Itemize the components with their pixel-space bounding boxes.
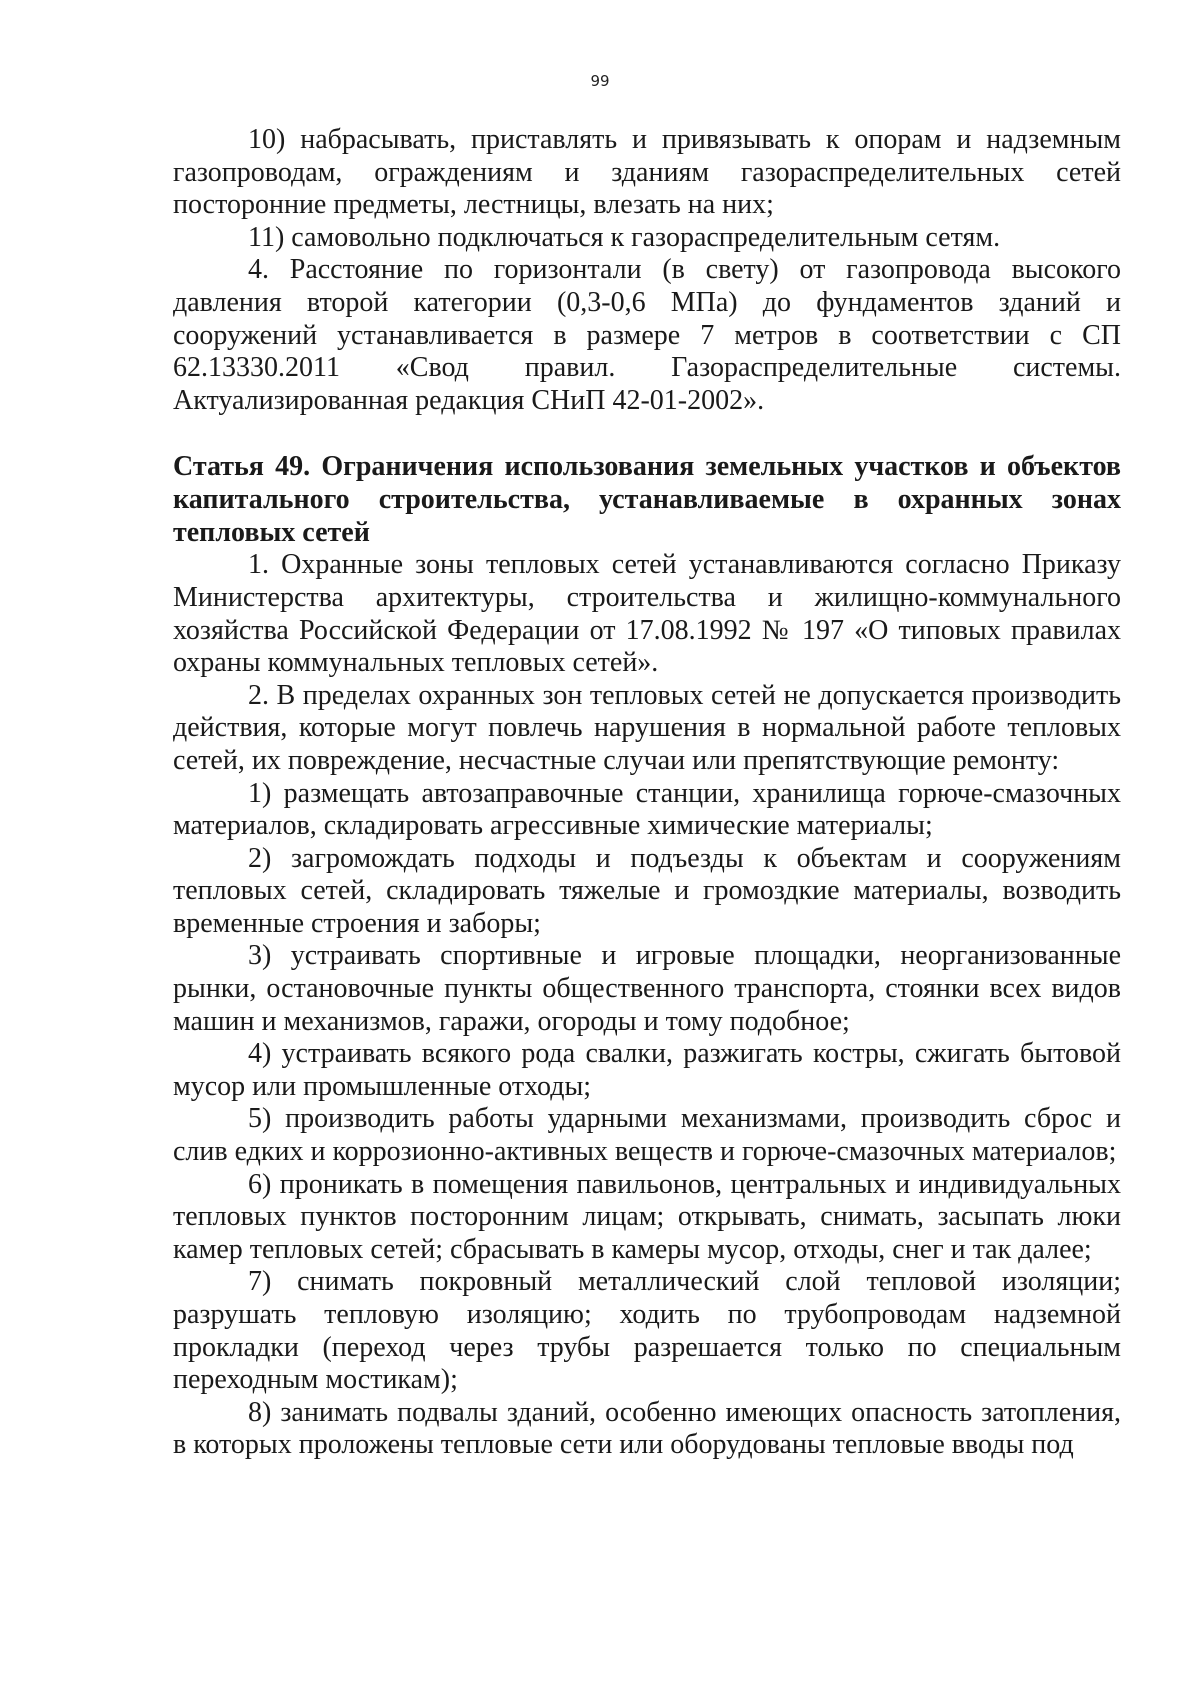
list-item-6: 6) проникать в помещения павильонов, центральных и индивидуальных тепловых пунктов посторонним лицам; открывать, снимать, засыпать люки камер тепловых сетей; сбрасывать в камеры мусор, отходы, снег и так далее; bbox=[173, 1168, 1121, 1265]
list-item-4: 4) устраивать всякого рода свалки, разжигать костры, сжигать бытовой мусор или промышленные отходы; bbox=[173, 1038, 1121, 1102]
list-item-11: 11) самовольно подключаться к газораспределительным сетям. bbox=[248, 221, 1001, 253]
paragraph-4: 4. Расстояние по горизонтали (в свету) от газопровода высокого давления второй категории (0,3-0,6 МПа) до фундаментов зданий и сооружений устанавливается в размере 7 метров в соответствии с СП 62.13330.2011 «Свод правил. Газораспределительные системы. Актуализированная редакция СНиП 42-01-2002». bbox=[173, 254, 1121, 416]
list-item-3: 3) устраивать спортивные и игровые площадки, неорганизованные рынки, остановочные пункты общественного транспорта, стоянки всех видов машин и механизмов, гаражи, огороды и тому подобное; bbox=[173, 940, 1121, 1037]
page-body bbox=[173, 124, 1121, 1462]
list-item-2: 2) загромождать подходы и подъезды к объектам и сооружениям тепловых сетей, складировать тяжелые и громоздкие материалы, возводить временные строения и заборы; bbox=[173, 842, 1121, 939]
list-item-7: 7) снимать покровный металлический слой тепловой изоляции; разрушать тепловую изоляцию; ходить по трубопроводам надземной прокладки (переход через трубы разрешается только по специальным переходным мостикам); bbox=[173, 1266, 1121, 1396]
page-number: 99 bbox=[590, 72, 610, 90]
article-paragraph-2: 2. В пределах охранных зон тепловых сетей не допускается производить действия, которые могут повлечь нарушения в нормальной работе тепловых сетей, их повреждение, несчастные случаи или препятствующие ремонту: bbox=[173, 679, 1121, 776]
article-heading: Статья 49. Ограничения использования земельных участков и объектов капитального строительства, устанавливаемые в охранных зонах тепловых сетей bbox=[173, 451, 1121, 549]
list-item-8: 8) занимать подвалы зданий, особенно имеющих опасность затопления, в которых проложены тепловые сети или оборудованы тепловые вводы под bbox=[173, 1396, 1121, 1461]
list-item-5: 5) производить работы ударными механизмами, производить сброс и слив едких и коррозионно-активных веществ и горюче-смазочных материалов; bbox=[173, 1103, 1121, 1168]
list-item-1: 1) размещать автозаправочные станции, хранилища горюче-смазочных материалов, складировать агрессивные химические материалы; bbox=[173, 777, 1121, 842]
list-item-10: 10) набрасывать, приставлять и привязывать к опорам и надземным газопроводам, ограждениям и зданиям газораспределительных сетей посторонние предметы, лестницы, влезать на них; bbox=[173, 124, 1121, 221]
article-paragraph-1: 1. Охранные зоны тепловых сетей устанавливаются согласно Приказу Министерства архитектуры, строительства и жилищно-коммунального хозяйства Российской Федерации от 17.08.1992 № 197 «О типовых правилах охраны коммунальных тепловых сетей». bbox=[173, 549, 1121, 679]
